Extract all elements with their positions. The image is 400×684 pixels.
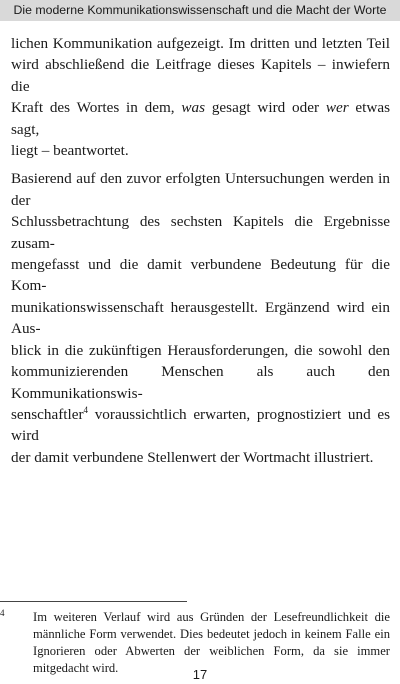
footnote-marker: 4: [0, 608, 5, 618]
footnote-divider: [0, 601, 187, 602]
text-line: lichen Kommunikation aufgezeigt. Im dritten und letzten Teil: [11, 35, 390, 52]
page-number: 17: [192, 667, 208, 682]
main-text: [11, 33, 390, 468]
emphasis-who: wer: [325, 99, 349, 117]
paragraph-2: [11, 168, 390, 468]
text-line: wird abschließend die Leitfrage dieses Kapitels – inwiefern die: [11, 56, 390, 95]
text-line: [11, 97, 390, 140]
text-fragment: senschaftler: [11, 405, 84, 423]
text-line: der damit verbundene Stellenwert der Wortmacht illustriert.: [11, 448, 374, 466]
text-line: Schlussbetrachtung des sechsten Kapitels die Ergebnisse zusam-: [11, 213, 390, 252]
text-line: mengefasst und die damit verbundene Bedeutung für die Kom-: [11, 256, 390, 295]
text-line: munikationswissenschaft herausgestellt. Ergänzend wird ein Aus-: [11, 298, 390, 338]
text-line: blick in die zukünftigen Herausforderungen, die sowohl den: [11, 341, 390, 359]
text-line: kommunizierenden Menschen als auch den Kommunikationswis-: [11, 363, 390, 402]
text-fragment: etwas sagt,: [11, 99, 391, 138]
text-fragment: gesagt wird oder: [211, 99, 320, 117]
emphasis-what: was: [181, 99, 206, 117]
running-header: Die moderne Kommunikationswissenschaft und die Macht der Worte: [0, 0, 400, 21]
footnote-reference: 4: [83, 404, 89, 415]
text-fragment: Kraft des Wortes in dem,: [11, 99, 175, 117]
text-line: liegt – beantwortet.: [11, 142, 129, 160]
footnote-text: Im weiteren Verlauf wird aus Gründen der Lesefreundlichkeit die männliche Form verwendet. Dies bedeutet jedoch in keinem Falle ein Ignorieren oder Abwerten der weiblichen Form, da sie immer mitgedacht wird.: [33, 610, 390, 675]
text-line: [11, 404, 390, 447]
text-fragment: voraussichtlich erwarten, prognostiziert und es wird: [11, 405, 391, 445]
paragraph-1: [11, 33, 390, 161]
text-line: Basierend auf den zuvor erfolgten Untersuchungen werden in der: [11, 170, 390, 209]
